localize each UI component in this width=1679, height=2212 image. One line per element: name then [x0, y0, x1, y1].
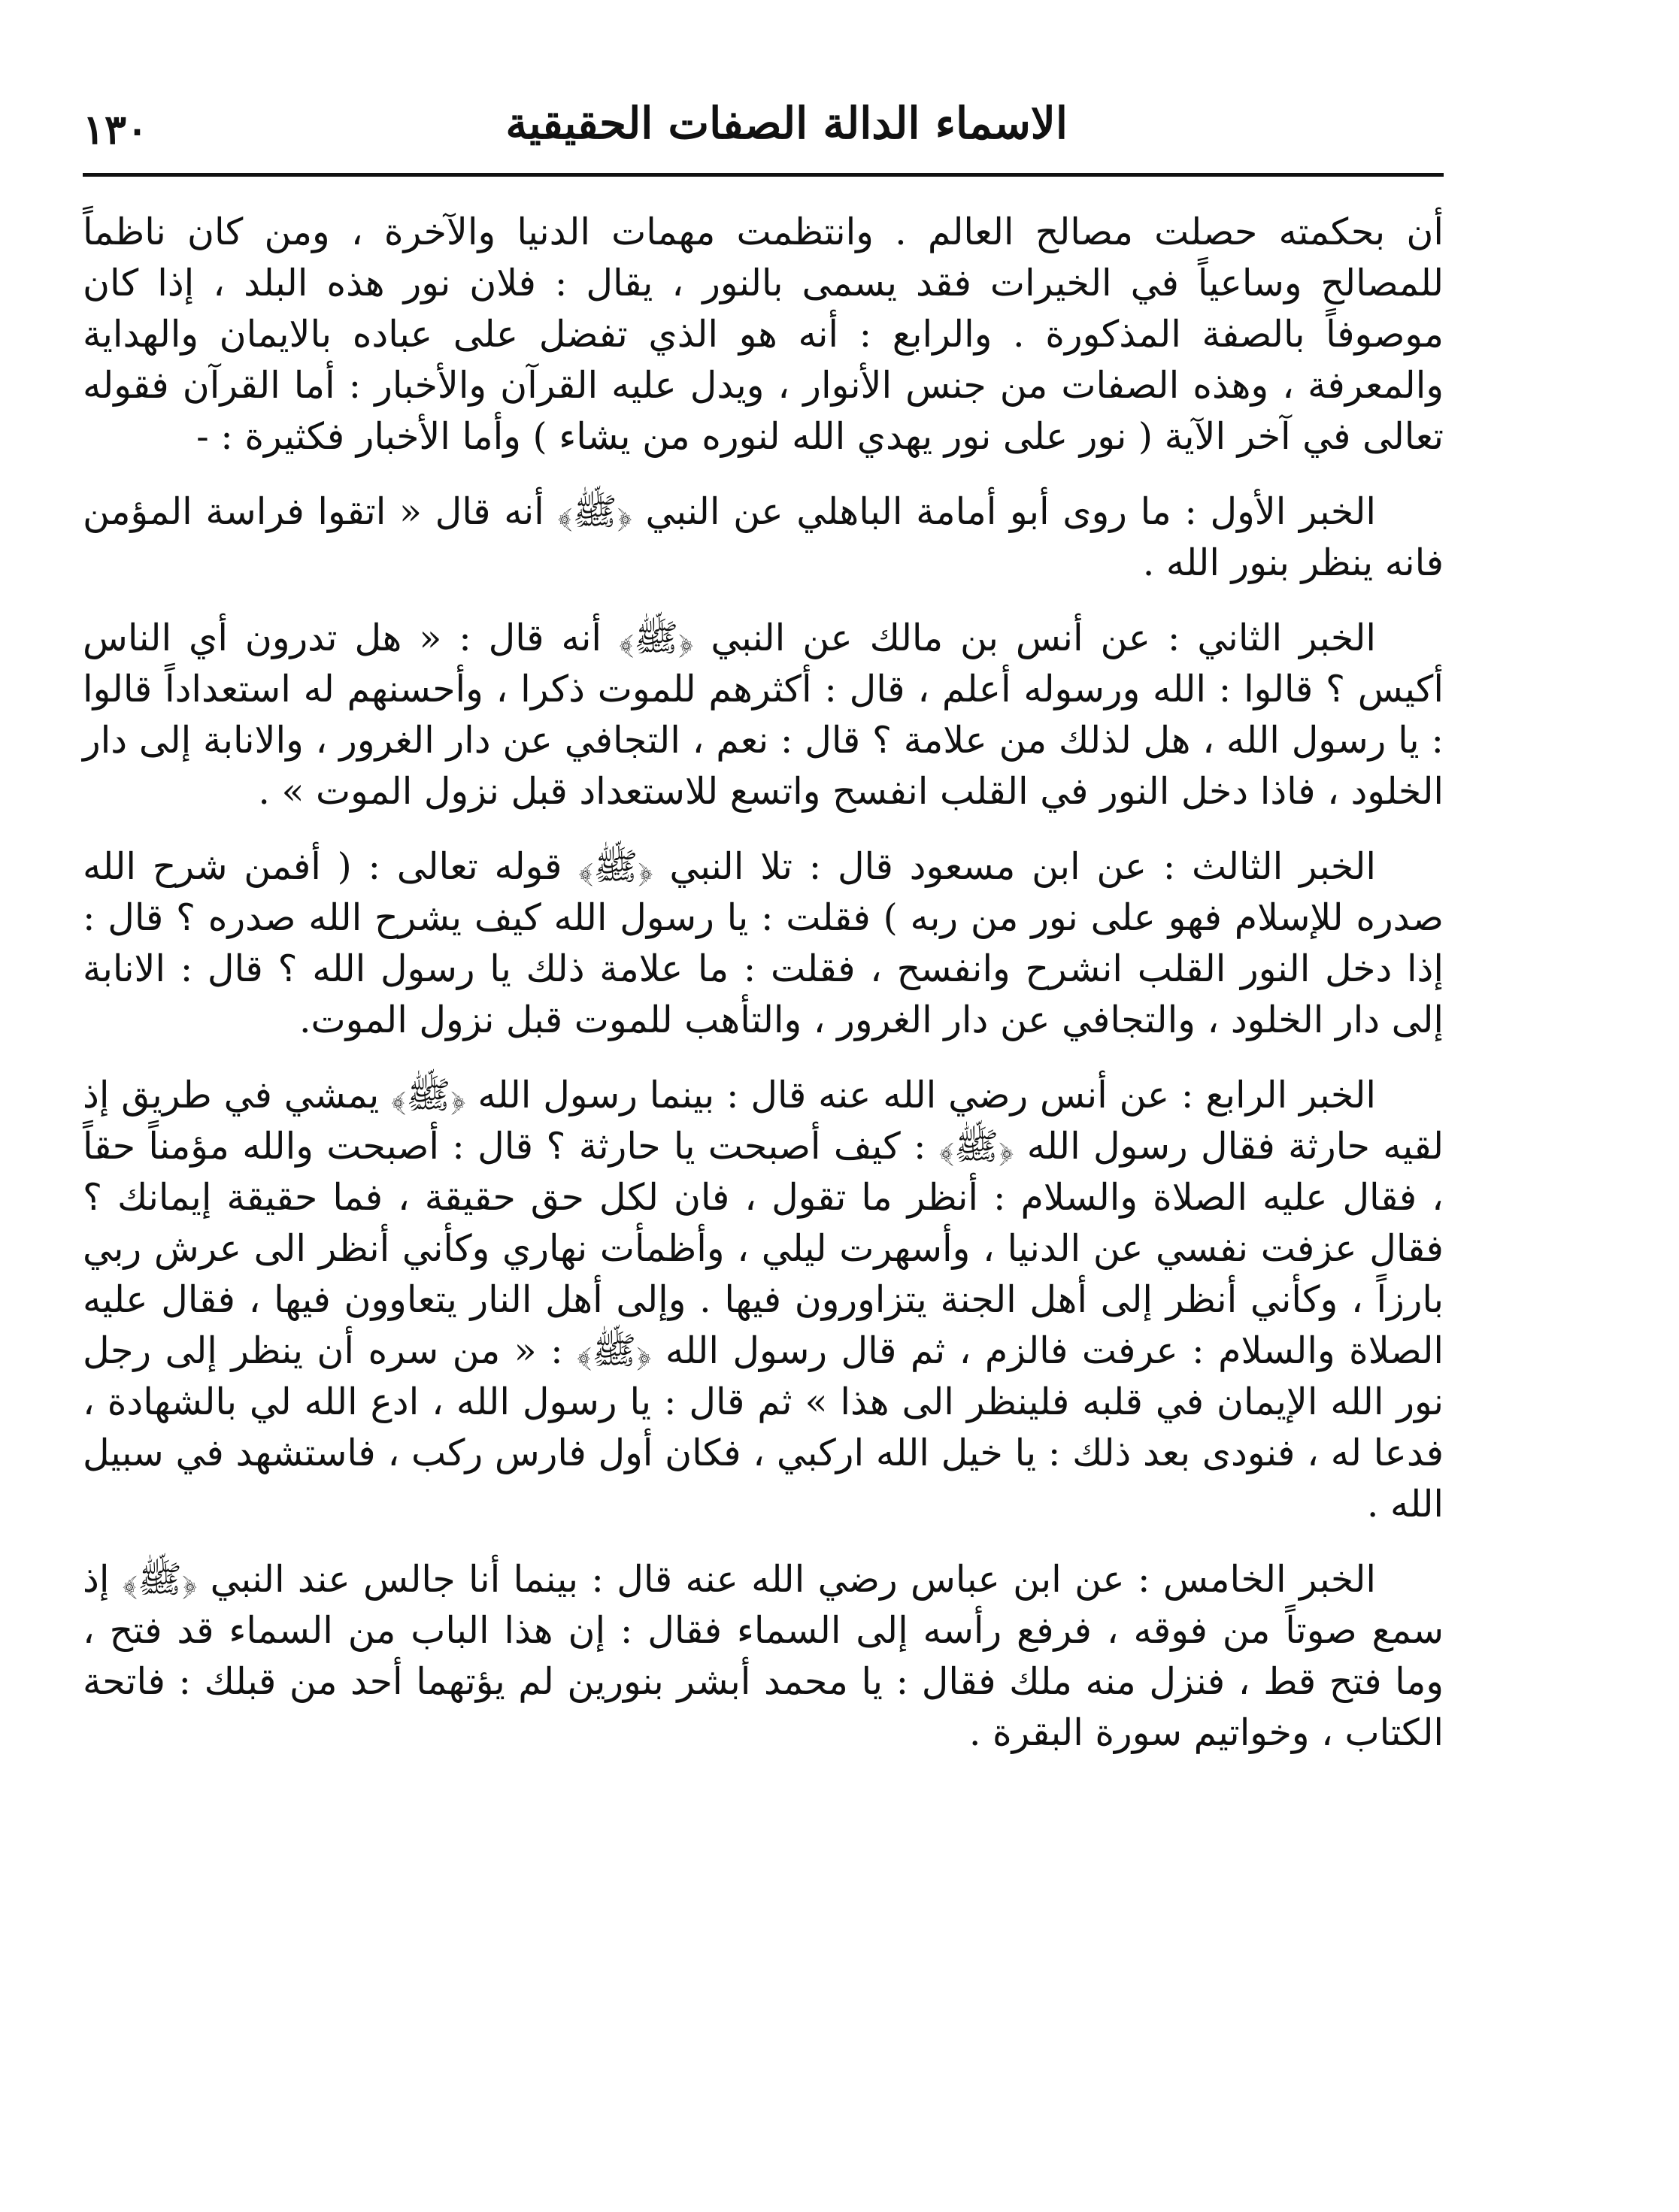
- paragraph-khabar-2: الخبر الثاني : عن أنس بن مالك عن النبي ﴿ﷺ﴾ أنه قال : « هل تدرون أي الناس أكيس ؟ قالوا : الله ورسوله أعلم ، قال : أكثرهم للموت ذكرا ، وأحسنهم له استعداداً قالوا : يا رسول الله ، هل لذلك من علامة ؟ قال : نعم ، التجافي عن دار الغرور ، والانابة إلى دار الخلود ، فاذا دخل النور في القلب انفسح واتسع للاستعداد قبل نزول الموت » .: [83, 617, 1444, 813]
- paragraph-khabar-1: الخبر الأول : ما روى أبو أمامة الباهلي عن النبي ﴿ﷺ﴾ أنه قال « اتقوا فراسة المؤمن فانه ينظر بنور الله .: [83, 490, 1444, 584]
- running-title: الاسماء الدالة الصفات الحقيقية: [505, 98, 1068, 149]
- paragraph-khabar-5: الخبر الخامس : عن ابن عباس رضي الله عنه قال : بينما أنا جالس عند النبي ﴿ﷺ﴾ إذ سمع صوتاً من فوقه ، فرفع رأسه إلى السماء فقال : إن هذا الباب من السماء قد فتح ، وما فتح قط ، فنزل منه ملك فقال : يا محمد أبشر بنورين لم يؤتهما أحد من قبلك : فاتحة الكتاب ، وخواتيم سورة البقرة .: [83, 1558, 1444, 1754]
- page-header: [83, 90, 1444, 177]
- page-number: ١٣٠: [83, 105, 149, 153]
- paragraph-intro: أن بحكمته حصلت مصالح العالم . وانتظمت مهمات الدنيا والآخرة ، ومن كان ناظماً للمصالح وساعياً في الخيرات فقد يسمى بالنور ، يقال : فلان نور هذه البلد ، إذا كان موصوفاً بالصفة المذكورة . والرابع : أنه هو الذي تفضل على عباده بالايمان والهداية والمعرفة ، وهذه الصفات من جنس الأنوار ، ويدل عليه القرآن والأخبار : أما القرآن فقوله تعالى في آخر الآية ( نور على نور يهدي الله لنوره من يشاء ) وأما الأخبار فكثيرة : -: [83, 211, 1444, 458]
- paragraph-khabar-4: الخبر الرابع : عن أنس رضي الله عنه قال : بينما رسول الله ﴿ﷺ﴾ يمشي في طريق إذ لقيه حارثة فقال رسول الله ﴿ﷺ﴾ : كيف أصبحت يا حارثة ؟ قال : أصبحت والله مؤمناً حقاً ، فقال عليه الصلاة والسلام : أنظر ما تقول ، فان لكل حق حقيقة ، فما حقيقة إيمانك ؟ فقال عزفت نفسي عن الدنيا ، وأسهرت ليلي ، وأظمأت نهاري وكأني أنظر الى عرش ربي بارزاً ، وكأني أنظر إلى أهل الجنة يتزاورون فيها . وإلى أهل النار يتعاوون فيها ، فقال عليه الصلاة والسلام : عرفت فالزم ، ثم قال رسول الله ﴿ﷺ﴾ : « من سره أن ينظر إلى رجل نور الله الإيمان في قلبه فلينظر الى هذا » ثم قال : يا رسول الله ، ادع الله لي بالشهادة ، فدعا له ، فنودى بعد ذلك : يا خيل الله اركبي ، فكان أول فارس ركب ، فاستشهد في سبيل الله .: [83, 1074, 1444, 1526]
- body-text: [83, 207, 1444, 1759]
- page-content: [83, 90, 1444, 1783]
- paragraph-khabar-3: الخبر الثالث : عن ابن مسعود قال : تلا النبي ﴿ﷺ﴾ قوله تعالى : ( أفمن شرح الله صدره للإسلام فهو على نور من ربه ) فقلت : يا رسول الله كيف يشرح الله صدره ؟ قال : إذا دخل النور القلب انشرح وانفسح ، فقلت : ما علامة ذلك يا رسول الله ؟ قال : الانابة إلى دار الخلود ، والتجافي عن دار الغرور ، والتأهب للموت قبل نزول الموت.: [83, 845, 1444, 1041]
